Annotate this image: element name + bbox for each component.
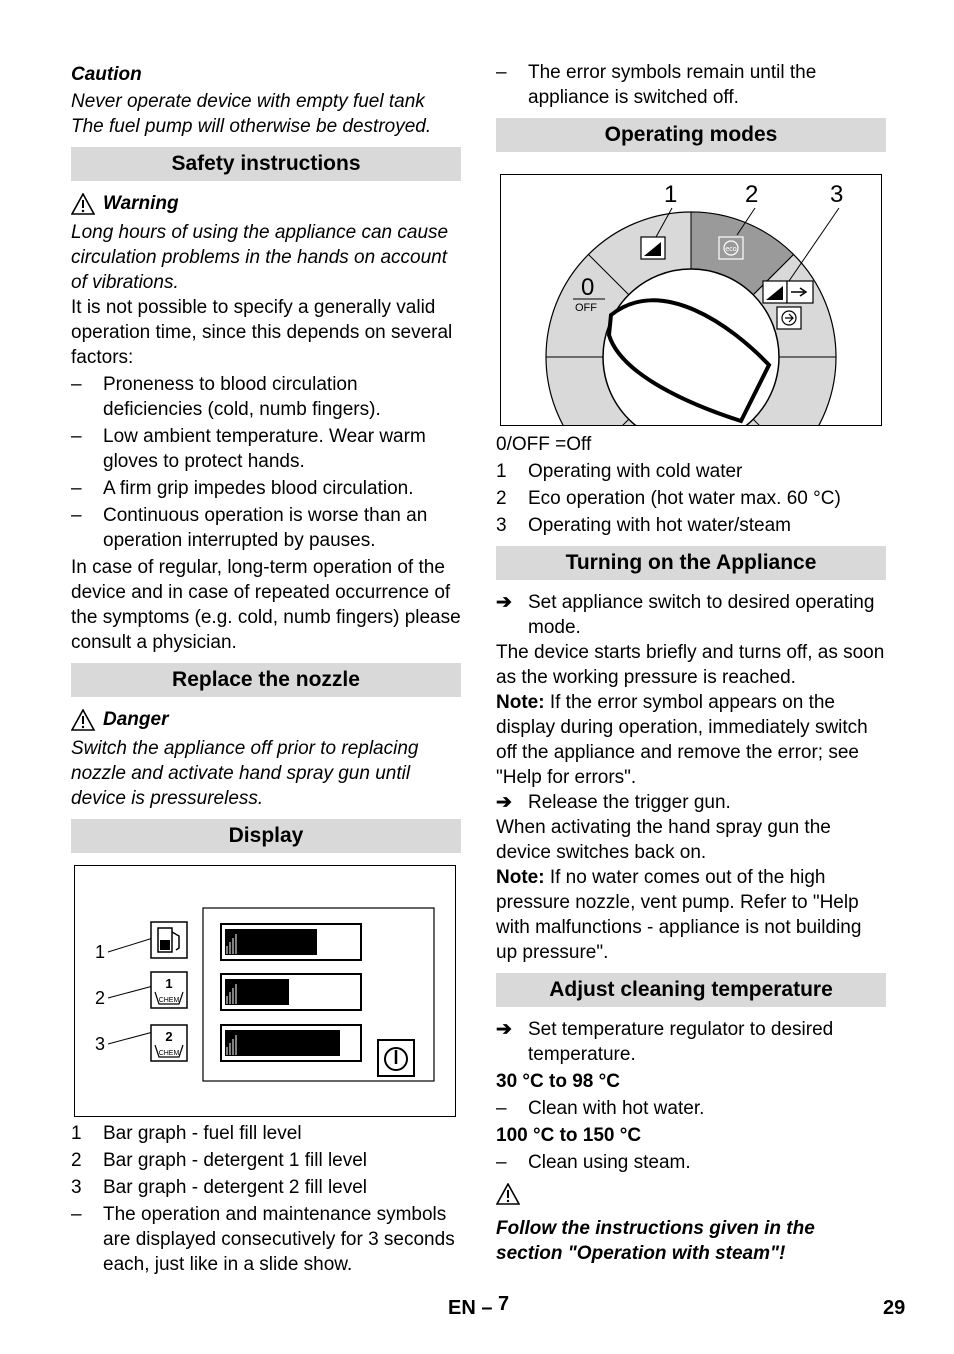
- footer-sub-page: 7: [498, 1293, 510, 1315]
- modes-figure: [500, 174, 882, 426]
- list-item: 3 Operating with hot water/steam: [496, 515, 791, 536]
- caution-line-2: The fuel pump will otherwise be destroyed.: [71, 116, 432, 137]
- arrow-icon: ➔: [496, 792, 512, 813]
- display-diagram: [75, 866, 455, 1116]
- operation-text: It is not possible to specify a generally valid operation time, since this depends on several factors:: [71, 297, 453, 368]
- callout-line-1: [108, 938, 153, 952]
- step-item: ➔ Release the trigger gun.: [496, 792, 731, 813]
- bullet-dash: –: [496, 1098, 507, 1119]
- left-column: [71, 60, 461, 1279]
- danger-text: Switch the appliance off prior to replacing nozzle and activate hand spray gun until device is pressureless.: [71, 738, 419, 809]
- cold-water-icon: [641, 237, 665, 259]
- right-column: [496, 60, 886, 1266]
- bar-fill-3: [225, 1030, 340, 1056]
- warning-title: Warning: [103, 193, 179, 214]
- svg-text:CHEM: CHEM: [158, 997, 180, 1004]
- svg-text:2: 2: [165, 1029, 173, 1044]
- steam-warning: Follow the instructions given in the section "Operation with steam"!: [496, 1218, 815, 1264]
- list-item: 1 Bar graph - fuel fill level: [71, 1123, 302, 1144]
- page-number: 29: [883, 1297, 906, 1319]
- steam-icon: [777, 307, 801, 329]
- danger-row: [71, 707, 461, 732]
- mode-off-row: 0/OFF = Off: [496, 434, 592, 455]
- mode-number-1: 1: [664, 181, 678, 208]
- mode-number-3: 3: [830, 181, 844, 208]
- list-item: – Low ambient temperature. Wear warm gloves to protect hands.: [71, 426, 426, 472]
- list-item: – The operation and maintenance symbols are displayed consecutively for 3 seconds each, just like in a slide show.: [71, 1204, 455, 1275]
- mode-dial: [501, 175, 881, 425]
- list-item: 1 Operating with cold water: [496, 461, 743, 482]
- list-item: – Clean with hot water.: [496, 1098, 705, 1119]
- mode-number-2: 2: [745, 181, 759, 208]
- callout-2: 2: [95, 988, 106, 1008]
- callout-1: 1: [95, 942, 106, 962]
- range-2-heading: 100 °C to 150 °C: [496, 1125, 642, 1146]
- note-2: Note: If no water comes out of the high pressure nozzle, vent pump. Refer to "Help with malfunctions - appliance is not building up pressure".: [496, 867, 862, 963]
- note-1: Note: If the error symbol appears on the display during operation, immediately switch off the appliance and remove the error; see "Help for errors".: [496, 692, 868, 788]
- list-item: – The error symbols remain until the appliance is switched off.: [496, 62, 817, 108]
- svg-text:CHEM: CHEM: [158, 1050, 180, 1057]
- hot-water-icon: [763, 281, 813, 303]
- bullet-dash: –: [71, 426, 82, 447]
- svg-text:eco: eco: [725, 246, 737, 253]
- callout-line-2: [108, 986, 153, 998]
- warning-icon: [496, 1183, 520, 1205]
- warning-row: [71, 191, 461, 216]
- svg-text:1: 1: [165, 976, 173, 991]
- caution-line-1: Never operate device with empty fuel tank: [71, 91, 425, 112]
- list-item: – Proneness to blood circulation deficiencies (cold, numb fingers).: [71, 374, 381, 420]
- display-figure: [74, 865, 456, 1117]
- physician-text: In case of regular, long-term operation of the device and in case of repeated occurrence of the symptoms (e.g. cold, numb fingers) please consult a physician.: [71, 557, 461, 653]
- warning-icon: [71, 709, 95, 731]
- activating-text: When activating the hand spray gun the device switches back on.: [496, 817, 831, 863]
- list-item: 3 Bar graph - detergent 2 fill level: [71, 1177, 368, 1198]
- list-item: – A firm grip impedes blood circulation.: [71, 478, 414, 499]
- bullet-dash: –: [71, 374, 82, 395]
- display-heading: Display: [71, 819, 461, 853]
- footer-section: [448, 1293, 510, 1321]
- bullet-dash: –: [71, 1204, 82, 1225]
- warning-icon: [71, 193, 95, 215]
- bullet-dash: –: [71, 505, 82, 526]
- mode-number-0: 0: [581, 274, 595, 301]
- bar-fill-2: [225, 979, 289, 1005]
- detergent-1-icon: [151, 972, 187, 1008]
- warning-text: Long hours of using the appliance can cause circulation problems in the hands on account of vibrations.: [71, 222, 449, 293]
- bar-graphs: [221, 924, 361, 1061]
- bullet-dash: –: [496, 62, 507, 83]
- detergent-2-icon: [151, 1025, 187, 1061]
- starts-text: The device starts briefly and turns off, as soon as the working pressure is reached.: [496, 642, 885, 688]
- arrow-icon: ➔: [496, 592, 512, 613]
- range-1-heading: 30 °C to 98 °C: [496, 1071, 620, 1092]
- turn-on-heading: Turning on the Appliance: [496, 546, 886, 580]
- footer-sep: –: [481, 1297, 493, 1319]
- arrow-icon: ➔: [496, 1019, 512, 1040]
- list-item: – Clean using steam.: [496, 1152, 691, 1173]
- caution-title: Caution: [71, 64, 142, 85]
- footer-lang: EN: [448, 1297, 476, 1319]
- nozzle-heading: Replace the nozzle: [71, 663, 461, 697]
- bullet-dash: –: [71, 478, 82, 499]
- bar-fill-1: [225, 929, 317, 955]
- step-item: ➔ Set appliance switch to desired operating mode.: [496, 592, 875, 638]
- modes-heading: Operating modes: [496, 118, 886, 152]
- power-icon: [378, 1040, 414, 1076]
- callout-line-3: [108, 1032, 153, 1044]
- off-label: OFF: [575, 302, 597, 314]
- safety-heading: Safety instructions: [71, 147, 461, 181]
- bullet-dash: –: [496, 1152, 507, 1173]
- list-item: 2 Bar graph - detergent 1 fill level: [71, 1150, 368, 1171]
- fuel-icon: [151, 922, 187, 958]
- list-item: 2 Eco operation (hot water max. 60 °C): [496, 488, 841, 509]
- callout-3: 3: [95, 1034, 106, 1054]
- temp-heading: Adjust cleaning temperature: [496, 973, 886, 1007]
- step-item: ➔ Set temperature regulator to desired temperature.: [496, 1019, 834, 1065]
- danger-title: Danger: [103, 709, 169, 730]
- list-item: – Continuous operation is worse than an operation interrupted by pauses.: [71, 505, 428, 551]
